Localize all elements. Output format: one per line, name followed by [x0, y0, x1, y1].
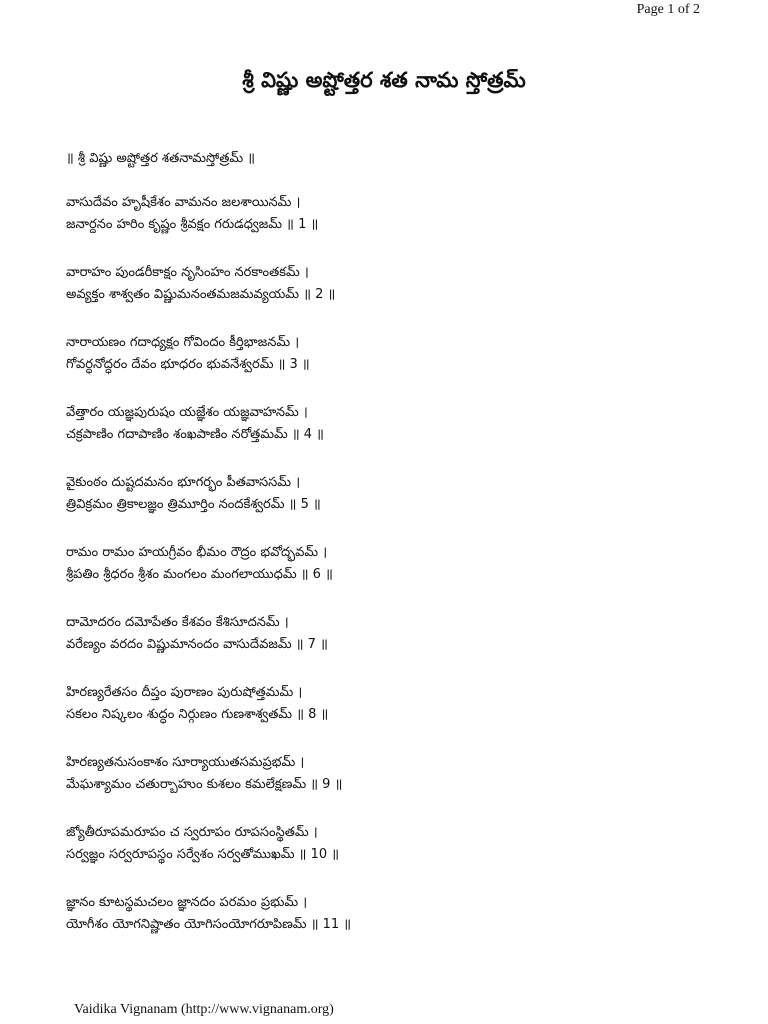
verse-line: వేత్తారం యజ్ఞపురుషం యజ్ఞేశం యజ్ఞవాహనమ్ ।	[66, 405, 308, 420]
verse-7	[66, 612, 706, 656]
verse-line: జ్ఞానం కూటస్థమచలం జ్ఞానదం పరమం ప్రభుమ్ ।	[66, 895, 308, 910]
verse-11	[66, 892, 706, 936]
verse-4	[66, 402, 706, 446]
page-number: Page 1 of 2	[636, 2, 700, 17]
stotram-heading: ॥ శ్రీ విష్ణు అష్టోత్తర శతనామస్తోత్రమ్ ॥	[66, 151, 256, 166]
verse-line: మేఘశ్యామం చతుర్బాహుం కుశలం కమలేక్షణమ్ ॥ 9 ॥	[66, 777, 343, 792]
verse-2	[66, 262, 706, 306]
verse-line: వైకుంఠం దుష్టదమనం భూగర్భం పీతవాససమ్ ।	[66, 475, 301, 490]
verse-line: వరేణ్యం వరదం విష్ణుమానందం వాసుదేవజమ్ ॥ 7 ॥	[66, 637, 328, 652]
verse-6	[66, 542, 706, 586]
verse-line: వారాహం పుండరీకాక్షం నృసింహం నరకాంతకమ్ ।	[66, 265, 309, 280]
verse-5	[66, 472, 706, 516]
verse-1	[66, 192, 706, 236]
verse-line: జనార్దనం హరిం కృష్ణం శ్రీవక్షం గరుడధ్వజమ్ ॥ 1 ॥	[66, 217, 319, 232]
verse-line: శ్రీపతిం శ్రీధరం శ్రీశం మంగలం మంగలాయుధమ్ ॥ 6 ॥	[66, 567, 333, 582]
verse-line: గోవర్ధనోద్ధరం దేవం భూధరం భువనేశ్వరమ్ ॥ 3 ॥	[66, 357, 310, 372]
verse-line: హిరణ్యరేతసం దీప్తం పురాణం పురుషోత్తమమ్ ।	[66, 685, 303, 700]
verse-line: నారాయణం గదాధ్యక్షం గోవిందం కీర్తిభాజనమ్ ।	[66, 335, 300, 350]
verse-9	[66, 752, 706, 796]
verse-line: దామోదరం దమోపేతం కేశవం కేశిసూదనమ్ ।	[66, 615, 289, 630]
verse-line: అవ్యక్తం శాశ్వతం విష్ణుమనంతమజమవ్యయమ్ ॥ 2 ॥	[66, 287, 336, 302]
verse-line: హిరణ్యతనుసంకాశం సూర్యాయుతసమప్రభమ్ ।	[66, 755, 305, 770]
verse-line: సర్వజ్ఞం సర్వరూపస్థం సర్వేశం సర్వతోముఖమ్ ॥ 10 ॥	[66, 847, 340, 862]
document-body	[66, 148, 706, 962]
verse-8	[66, 682, 706, 726]
verse-3	[66, 332, 706, 376]
verse-10	[66, 822, 706, 866]
verse-line: వాసుదేవం హృషీకేశం వామనం జలశాయినమ్ ।	[66, 195, 301, 210]
verse-line: యోగీశం యోగనిష్ణాతం యోగిసంయోగరూపిణమ్ ॥ 11 ॥	[66, 917, 352, 932]
verse-line: చక్రపాణిం గదాపాణిం శంఖపాణిం నరోత్తమమ్ ॥ 4 ॥	[66, 427, 324, 442]
footer-source: Vaidika Vignanam (http://www.vignanam.org)	[74, 1002, 334, 1017]
verse-line: సకలం నిష్కలం శుద్ధం నిర్గుణం గుణశాశ్వతమ్ ॥ 8 ॥	[66, 707, 329, 722]
verse-line: రామం రామం హయగ్రీవం భీమం రౌద్రం భవోద్భవమ్ ।	[66, 545, 328, 560]
verse-line: త్రివిక్రమం త్రికాలజ్ఞం త్రిమూర్తిం నందకేశ్వరమ్ ॥ 5 ॥	[66, 497, 321, 512]
document-title: శ్రీ విష్ణు అష్టోత్తర శత నామ స్తోత్రమ్	[242, 68, 526, 92]
verse-line: జ్యోతీరూపమరూపం చ స్వరూపం రూపసంస్థితమ్ ।	[66, 825, 318, 840]
